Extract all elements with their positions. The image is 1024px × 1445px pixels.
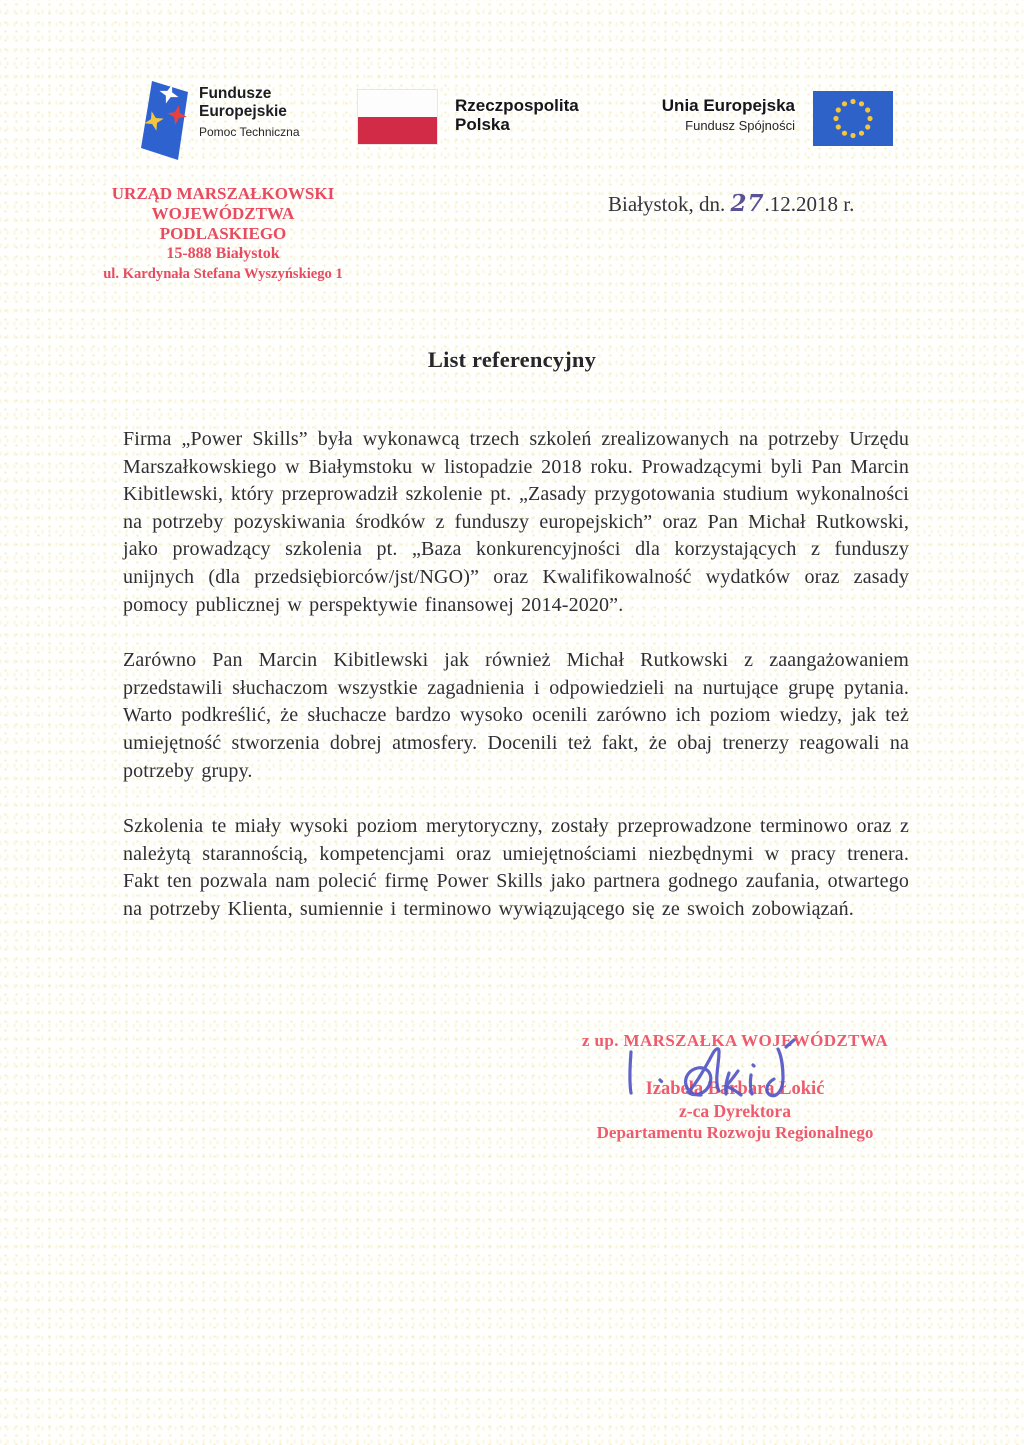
paragraph-3: Szkolenia te miały wysoki poziom merytoryczny, zostały przeprowadzone terminowo oraz z należytą starannością, kompetencjami oraz umiejętnościami niezbędnymi w pracy trenera. Fakt ten pozwala nam polecić firmę Power Skills jako partnera godnego zaufania, otwartego na potrzeby Klienta, sumiennie i terminowo wywiązującego się ze swoich zobowiązań. bbox=[123, 815, 909, 920]
signature-block bbox=[565, 1030, 905, 1144]
paragraph-1: Firma „Power Skills” była wykonawcą trzech szkoleń zrealizowanych na potrzeby Urzędu Marszałkowskiego w Białymstoku w listopadzie 2018 roku. Prowadzącymi byli Pan Marcin Kibitlewski, który przeprowadził szkolenie pt. „Zasady przygotowania studium wykonalności na potrzeby pozyskiwania środków z funduszy europejskich” oraz Pan Michał Rutkowski, jako prowadzący szkolenia pt. „Baza konkurencyjności dla korzystających z funduszy unijnych (dla przedsiębiorców/jst/NGO)” oraz Kwalifikowalność wydatków oraz zasady pomocy publicznej w perspektywie finansowej 2014-2020”. bbox=[123, 428, 909, 616]
signature-authority: z up. MARSZAŁKA WOJEWÓDZTWA bbox=[581, 1031, 889, 1050]
eu-flag-icon bbox=[813, 91, 893, 146]
paragraph-2: Zarówno Pan Marcin Kibitlewski jak również Michał Rutkowski z zaangażowaniem przedstawili słuchaczom wszystkie zagadnienia i odpowiedzieli na nurtujące grupę pytania. Warto podkreślić, że słuchacze bardzo wysoko ocenili zarówno ich poziom wiedzy, jak też umiejętność stworzenia dobrej atmosfery. Docenili też fakt, że obaj trenerzy reagowali na potrzeby grupy. bbox=[123, 649, 909, 782]
fe-logo-line2: Europejskie bbox=[199, 103, 287, 120]
eu-logo bbox=[620, 96, 893, 146]
sender-stamp bbox=[87, 184, 359, 284]
sender-stamp-line4: ul. Kardynała Stefana Wyszyńskiego 1 bbox=[103, 266, 343, 282]
document-title: List referencyjny bbox=[427, 347, 597, 372]
poland-logo-line2: Polska bbox=[455, 115, 510, 134]
poland-flag-icon bbox=[357, 89, 438, 145]
dateline-handwritten-day: 27 bbox=[730, 190, 765, 217]
sender-stamp-line1: URZĄD MARSZAŁKOWSKI bbox=[111, 184, 335, 203]
sender-stamp-line3: 15-888 Białystok bbox=[166, 245, 280, 262]
fe-logo-text bbox=[199, 85, 300, 161]
fe-logo-line1: Fundusze bbox=[199, 85, 272, 102]
fe-logo-subtitle: Pomoc Techniczna bbox=[199, 125, 300, 139]
signature-department: Departamentu Rozwoju Regionalnego bbox=[596, 1123, 874, 1142]
signature-name: Izabela Barbara Łokić bbox=[645, 1079, 825, 1099]
fe-flag-icon bbox=[140, 79, 190, 161]
sender-stamp-line2: WOJEWÓDZTWA PODLASKIEGO bbox=[151, 204, 295, 243]
poland-logo-line1: Rzeczpospolita bbox=[455, 96, 579, 115]
eu-logo-text bbox=[620, 96, 795, 146]
logo-band bbox=[0, 0, 1024, 180]
eu-logo-title: Unia Europejska bbox=[661, 96, 795, 115]
poland-logo-text bbox=[455, 96, 579, 145]
dateline-prefix: Białystok, dn. bbox=[608, 192, 731, 216]
signature-role: z-ca Dyrektora bbox=[679, 1101, 791, 1121]
dateline-suffix: .12.2018 r. bbox=[764, 192, 855, 216]
poland-logo bbox=[357, 89, 579, 145]
eu-logo-subtitle: Fundusz Spójności bbox=[685, 118, 795, 133]
letter-body bbox=[123, 426, 909, 952]
dateline bbox=[608, 190, 854, 217]
fundusze-europejskie-logo bbox=[140, 79, 300, 161]
